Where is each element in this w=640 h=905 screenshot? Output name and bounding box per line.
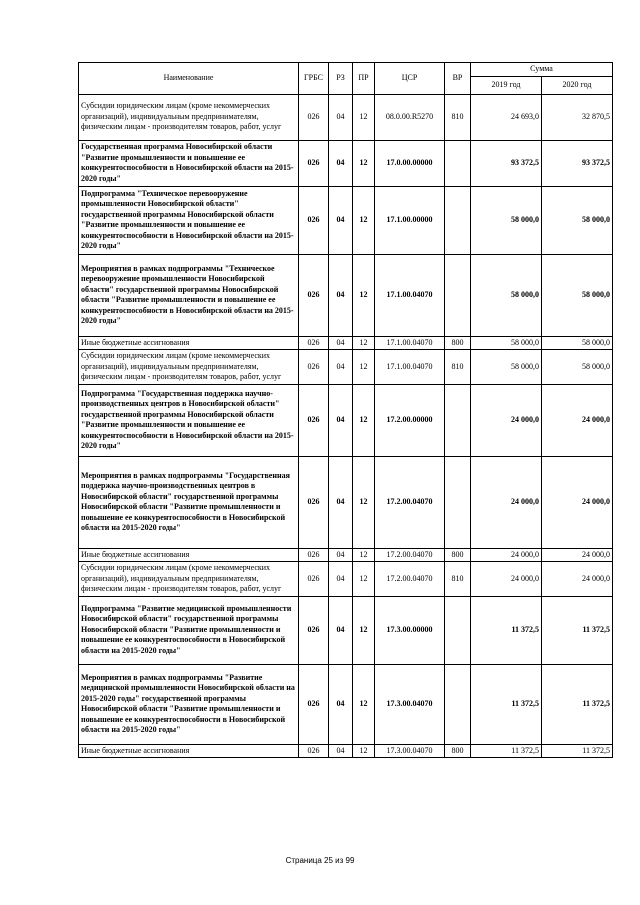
- table-row: [79, 562, 613, 597]
- header-year-2020: 2020 год: [542, 76, 613, 94]
- budget-table: [78, 62, 613, 758]
- cell-grbs: 026: [299, 548, 329, 562]
- cell-grbs: 026: [299, 744, 329, 758]
- cell-sum-2020: 11 372,5: [542, 664, 613, 744]
- cell-sum-2020: 11 372,5: [542, 596, 613, 664]
- cell-grbs: 026: [299, 350, 329, 385]
- cell-sum-2019: 24 000,0: [471, 548, 542, 562]
- table-row: [79, 186, 613, 254]
- cell-name: Субсидии юридическим лицам (кроме некоммерческих организаций), индивидуальным предпринимателям, физическим лицам - производителям товаров, работ, услуг: [79, 562, 299, 597]
- cell-rz: 04: [329, 744, 353, 758]
- table-row: [79, 744, 613, 758]
- cell-name: Подпрограмма "Государственная поддержка научно-производственных центров в Новосибирской области" государственной программы Новосибирской области "Развитие промышленности и повышение ее конкурентоспособности в Новосибирской области на 2015-2020 годы": [79, 384, 299, 456]
- cell-sum-2020: 58 000,0: [542, 350, 613, 385]
- cell-vr: [445, 384, 471, 456]
- cell-csr: 17.2.00.04070: [375, 562, 445, 597]
- cell-grbs: 026: [299, 336, 329, 350]
- cell-name: Субсидии юридическим лицам (кроме некоммерческих организаций), индивидуальным предпринимателям, физическим лицам - производителям товаров, работ, услуг: [79, 94, 299, 140]
- table-body: [79, 94, 613, 758]
- cell-pr: 12: [353, 562, 375, 597]
- cell-rz: 04: [329, 140, 353, 186]
- cell-sum-2020: 58 000,0: [542, 186, 613, 254]
- header-rz: РЗ: [329, 63, 353, 95]
- table-row: [79, 548, 613, 562]
- cell-pr: 12: [353, 384, 375, 456]
- cell-csr: 17.1.00.04070: [375, 254, 445, 336]
- cell-csr: 08.0.00.R5270: [375, 94, 445, 140]
- cell-sum-2019: 93 372,5: [471, 140, 542, 186]
- cell-name: Иные бюджетные ассигнования: [79, 548, 299, 562]
- cell-rz: 04: [329, 186, 353, 254]
- cell-sum-2019: 24 000,0: [471, 456, 542, 548]
- cell-sum-2019: 58 000,0: [471, 336, 542, 350]
- cell-vr: 810: [445, 94, 471, 140]
- cell-vr: [445, 254, 471, 336]
- cell-grbs: 026: [299, 384, 329, 456]
- cell-csr: 17.3.00.04070: [375, 664, 445, 744]
- cell-name: Мероприятия в рамках подпрограммы "Развитие медицинской промышленности Новосибирской области на 2015-2020 годы" государственной программы Новосибирской области "Развитие промышленности и повышение ее конкурентоспособности в Новосибирской области на 2015-2020 годы": [79, 664, 299, 744]
- cell-csr: 17.2.00.04070: [375, 456, 445, 548]
- cell-grbs: 026: [299, 596, 329, 664]
- cell-vr: 800: [445, 744, 471, 758]
- cell-vr: 800: [445, 336, 471, 350]
- cell-csr: 17.0.00.00000: [375, 140, 445, 186]
- cell-sum-2020: 11 372,5: [542, 744, 613, 758]
- cell-pr: 12: [353, 94, 375, 140]
- cell-vr: [445, 186, 471, 254]
- cell-sum-2020: 93 372,5: [542, 140, 613, 186]
- cell-grbs: 026: [299, 254, 329, 336]
- cell-sum-2020: 24 000,0: [542, 562, 613, 597]
- table-row: [79, 596, 613, 664]
- cell-pr: 12: [353, 664, 375, 744]
- cell-grbs: 026: [299, 140, 329, 186]
- table-row: [79, 336, 613, 350]
- cell-pr: 12: [353, 456, 375, 548]
- table-row: [79, 140, 613, 186]
- header-vr: ВР: [445, 63, 471, 95]
- page-number: Страница 25 из 99: [285, 856, 355, 865]
- header-pr: ПР: [353, 63, 375, 95]
- cell-rz: 04: [329, 384, 353, 456]
- cell-pr: 12: [353, 596, 375, 664]
- table-row: [79, 664, 613, 744]
- cell-sum-2020: 24 000,0: [542, 548, 613, 562]
- cell-csr: 17.3.00.00000: [375, 596, 445, 664]
- cell-grbs: 026: [299, 456, 329, 548]
- cell-name: Подпрограмма "Техническое перевооружение промышленности Новосибирской области" государственной программы Новосибирской области "Развитие промышленности и повышение ее конкурентоспособности в Новосибирской области на 2015-2020 годы": [79, 186, 299, 254]
- cell-vr: 810: [445, 350, 471, 385]
- cell-pr: 12: [353, 186, 375, 254]
- cell-grbs: 026: [299, 94, 329, 140]
- cell-grbs: 026: [299, 562, 329, 597]
- cell-grbs: 026: [299, 186, 329, 254]
- cell-pr: 12: [353, 254, 375, 336]
- cell-csr: 17.1.00.04070: [375, 350, 445, 385]
- table-row: [79, 94, 613, 140]
- cell-grbs: 026: [299, 664, 329, 744]
- cell-rz: 04: [329, 94, 353, 140]
- cell-name: Мероприятия в рамках подпрограммы "Техническое перевооружение промышленности Новосибирской области" государственной программы Новосибирской области "Развитие промышленности и повышение ее конкурентоспособности в Новосибирской области на 2015-2020 годы": [79, 254, 299, 336]
- header-grbs: ГРБС: [299, 63, 329, 95]
- cell-name: Субсидии юридическим лицам (кроме некоммерческих организаций), индивидуальным предпринимателям, физическим лицам - производителям товаров, работ, услуг: [79, 350, 299, 385]
- cell-csr: 17.3.00.04070: [375, 744, 445, 758]
- header-name: Наименование: [79, 63, 299, 95]
- cell-sum-2020: 24 000,0: [542, 384, 613, 456]
- cell-vr: [445, 596, 471, 664]
- cell-name: Подпрограмма "Развитие медицинской промышленности Новосибирской области" государственной программы Новосибирской области "Развитие промышленности и повышение ее конкурентоспособности в Новосибирской области на 2015-2020 годы": [79, 596, 299, 664]
- cell-name: Иные бюджетные ассигнования: [79, 336, 299, 350]
- cell-csr: 17.1.00.04070: [375, 336, 445, 350]
- cell-rz: 04: [329, 664, 353, 744]
- cell-sum-2020: 32 870,5: [542, 94, 613, 140]
- cell-rz: 04: [329, 548, 353, 562]
- cell-rz: 04: [329, 596, 353, 664]
- cell-vr: [445, 664, 471, 744]
- cell-sum-2020: 24 000,0: [542, 456, 613, 548]
- cell-sum-2020: 58 000,0: [542, 254, 613, 336]
- cell-rz: 04: [329, 336, 353, 350]
- cell-sum-2019: 24 000,0: [471, 562, 542, 597]
- table-row: [79, 384, 613, 456]
- header-sum: Сумма: [471, 63, 613, 77]
- cell-pr: 12: [353, 350, 375, 385]
- cell-sum-2019: 58 000,0: [471, 186, 542, 254]
- cell-name: Мероприятия в рамках подпрограммы "Государственная поддержка научно-производственных центров в Новосибирской области" государственной программы Новосибирской области "Развитие промышленности и повышение ее конкурентоспособности в Новосибирской области на 2015-2020 годы": [79, 456, 299, 548]
- cell-sum-2020: 58 000,0: [542, 336, 613, 350]
- cell-pr: 12: [353, 744, 375, 758]
- cell-csr: 17.2.00.00000: [375, 384, 445, 456]
- header-year-2019: 2019 год: [471, 76, 542, 94]
- cell-rz: 04: [329, 562, 353, 597]
- cell-sum-2019: 11 372,5: [471, 596, 542, 664]
- cell-name: Государственная программа Новосибирской области "Развитие промышленности и повышение ее конкурентоспособности в Новосибирской области на 2015-2020 годы": [79, 140, 299, 186]
- cell-csr: 17.2.00.04070: [375, 548, 445, 562]
- cell-rz: 04: [329, 350, 353, 385]
- cell-pr: 12: [353, 336, 375, 350]
- cell-pr: 12: [353, 140, 375, 186]
- table-row: [79, 350, 613, 385]
- cell-name: Иные бюджетные ассигнования: [79, 744, 299, 758]
- cell-sum-2019: 11 372,5: [471, 744, 542, 758]
- cell-vr: 800: [445, 548, 471, 562]
- header-csr: ЦСР: [375, 63, 445, 95]
- cell-sum-2019: 24 693,0: [471, 94, 542, 140]
- cell-rz: 04: [329, 254, 353, 336]
- cell-sum-2019: 11 372,5: [471, 664, 542, 744]
- cell-vr: [445, 140, 471, 186]
- cell-vr: 810: [445, 562, 471, 597]
- cell-rz: 04: [329, 456, 353, 548]
- cell-sum-2019: 58 000,0: [471, 350, 542, 385]
- cell-vr: [445, 456, 471, 548]
- table-row: [79, 254, 613, 336]
- cell-sum-2019: 24 000,0: [471, 384, 542, 456]
- cell-csr: 17.1.00.00000: [375, 186, 445, 254]
- cell-sum-2019: 58 000,0: [471, 254, 542, 336]
- cell-pr: 12: [353, 548, 375, 562]
- table-row: [79, 456, 613, 548]
